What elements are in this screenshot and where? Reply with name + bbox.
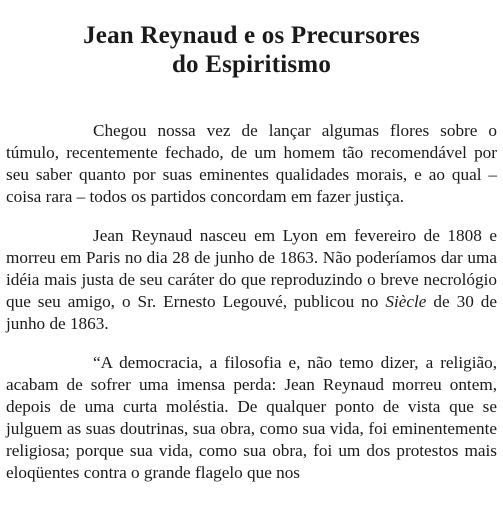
newspaper-name: Siècle: [385, 292, 427, 311]
title-line-1: Jean Reynaud e os Precursores: [83, 21, 420, 49]
paragraph-2-date: de 30 de junho de 1863.: [6, 292, 498, 333]
paragraph-1: Chegou nossa vez de lançar algumas flores sobre o túmulo, recentemente fechado, de um homem tão recomendável por seu saber quanto por suas eminentes qualidades morais, e ao qual – coisa rara – todos os partidos concordam em fazer justiça.: [6, 121, 497, 206]
body-text: [6, 120, 497, 501]
title-line-2: do Espiritismo: [171, 50, 332, 78]
paragraph-2-text: Jean Reynaud nasceu em Lyon em fevereiro de 1808 e morreu em Paris no dia 28 de junho de 1863. Não poderíamos dar uma idéia mais justa de seu caráter do que reproduzindo o breve necrológio que seu amigo, o Sr. Ernesto Legouvé, publicou no: [6, 226, 497, 311]
paragraph-3: “A democracia, a filosofia e, não temo dizer, a religião, acabam de sofrer uma imensa perda: Jean Reynaud morreu ontem, depois de uma curta moléstia. De qualquer ponto de vista que se julguem as suas doutrinas, sua obra, como sua vida, foi eminentemente religiosa; porque sua vida, como sua obra, foi um dos protestos mais eloqüentes contra o grande flagelo que nos: [6, 353, 497, 482]
page-title: [0, 21, 503, 79]
paragraph-2: [6, 225, 497, 335]
